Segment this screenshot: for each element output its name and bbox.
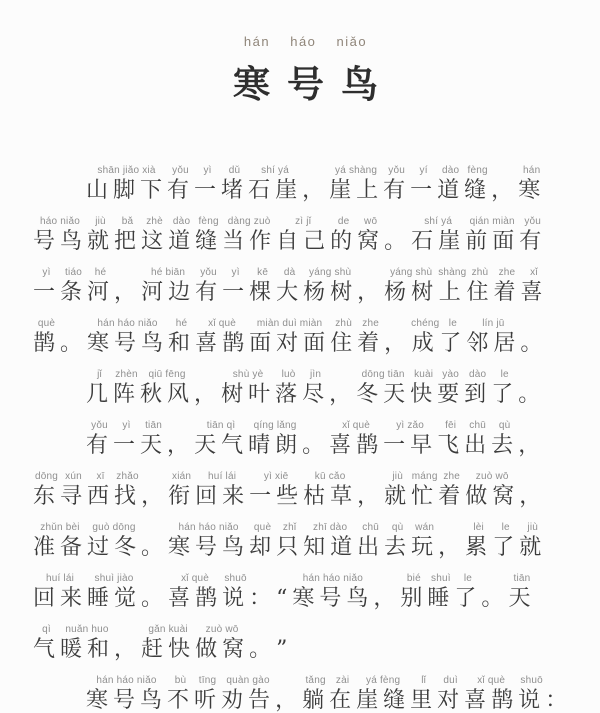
- ruby-word: 天tiān: [140, 419, 168, 458]
- ruby-word: 鹊què: [33, 317, 61, 356]
- ruby-word: 了le: [454, 572, 482, 611]
- ruby-word: 一yì: [222, 266, 250, 305]
- story-text: [33, 152, 578, 713]
- punctuation: ，: [518, 432, 546, 458]
- ruby-word: 对duì: [437, 674, 465, 713]
- punctuation: ，: [194, 381, 222, 407]
- ruby-word: 缝fèng: [195, 215, 223, 254]
- punctuation: ，: [491, 177, 519, 203]
- ruby-word: 玩wán: [411, 521, 439, 560]
- ruby-word: 前面qián miàn: [465, 215, 520, 254]
- ruby-word: 别bié: [400, 572, 428, 611]
- ruby-word: 上shàng: [438, 266, 467, 305]
- ruby-word: 却què: [249, 521, 277, 560]
- punctuation: 。: [518, 381, 546, 407]
- ruby-word: 有yǒu: [167, 164, 195, 203]
- ruby-word: 了le: [492, 521, 520, 560]
- ruby-word: 劝告quàn gào: [221, 674, 276, 713]
- ruby-word: 道dào: [437, 164, 465, 203]
- ruby-word: 东dōng: [33, 470, 61, 509]
- ruby-word: 邻居lín jū: [466, 317, 521, 356]
- ruby-word: 河hé: [87, 266, 115, 305]
- punctuation: 。: [249, 636, 277, 662]
- ruby-word: 秋风qiū fēng: [140, 368, 195, 407]
- ruby-word: 寒号鸟hán háo niǎo: [86, 674, 168, 713]
- ruby-word: 听tīng: [194, 674, 222, 713]
- ruby-word: 尽jìn: [302, 368, 330, 407]
- ruby-word: 衔xián: [168, 470, 196, 509]
- ruby-word: 说shuō: [222, 572, 250, 611]
- ruby-word: 躺tǎng: [302, 674, 330, 713]
- ruby-word: 喜鹊xǐ què: [168, 572, 223, 611]
- ruby-word: 喜xǐ: [520, 266, 548, 305]
- punctuation: ，: [114, 279, 142, 305]
- punctuation: ，: [302, 177, 330, 203]
- text-line: [33, 203, 578, 254]
- ruby-word: 把bǎ: [114, 215, 142, 254]
- punctuation: 。: [141, 534, 169, 560]
- ruby-word: 和hé: [168, 317, 196, 356]
- ruby-word: 石崖shí yá: [248, 164, 303, 203]
- punctuation: ，: [275, 687, 303, 713]
- ruby-word: 着zhe: [438, 470, 466, 509]
- ruby-word: 了le: [491, 368, 519, 407]
- ruby-word: 不bù: [167, 674, 195, 713]
- ruby-word: 着zhe: [493, 266, 521, 305]
- ruby-word: 住zhù: [330, 317, 358, 356]
- ruby-word: 忙máng: [411, 470, 439, 509]
- ruby-word: 暖和nuǎn huo: [60, 623, 115, 662]
- punctuation: ，: [329, 381, 357, 407]
- ruby-word: 晴朗qíng lǎng: [248, 419, 303, 458]
- ruby-word: 快kuài: [410, 368, 438, 407]
- ruby-word: 去qù: [384, 521, 412, 560]
- ruby-word: 在zài: [329, 674, 357, 713]
- ruby-word: 自己zì jǐ: [276, 215, 331, 254]
- ruby-word: 寒hán: [518, 164, 546, 203]
- text-line: [33, 458, 578, 509]
- ruby-word: 条tiáo: [60, 266, 88, 305]
- ruby-word: 这zhè: [141, 215, 169, 254]
- ruby-word: 当作dàng zuò: [222, 215, 277, 254]
- ruby-word: 就jiù: [519, 521, 547, 560]
- ruby-word: 寒号鸟hán háo niǎo: [87, 317, 169, 356]
- ruby-word: 赶快gǎn kuài: [141, 623, 196, 662]
- ruby-word: 出chū: [357, 521, 385, 560]
- punctuation: 。: [302, 432, 330, 458]
- ruby-word: 缝fèng: [464, 164, 492, 203]
- ruby-word: 山脚下shān jiǎo xià: [86, 164, 168, 203]
- text-line: [33, 407, 578, 458]
- ruby-word: 睡shuì: [427, 572, 455, 611]
- ruby-word: 崖上yá shàng: [329, 164, 384, 203]
- ruby-word: 做窝zuò wō: [195, 623, 250, 662]
- punctuation: 。: [60, 330, 88, 356]
- ruby-word: 一yì: [194, 164, 222, 203]
- ruby-word: 准备zhǔn bèi: [33, 521, 88, 560]
- ruby-word: 有yǒu: [195, 266, 223, 305]
- ruby-word: 累lèi: [465, 521, 493, 560]
- ruby-word: 道dào: [168, 215, 196, 254]
- ruby-word: 有yǒu: [383, 164, 411, 203]
- ruby-word: 里lǐ: [410, 674, 438, 713]
- ruby-word: 成chéng: [411, 317, 440, 356]
- text-line: [33, 509, 578, 560]
- ruby-word: 找zhǎo: [114, 470, 142, 509]
- ruby-word: 住zhù: [466, 266, 494, 305]
- ruby-word: 枯草kū cǎo: [303, 470, 358, 509]
- punctuation: ：: [545, 687, 573, 713]
- punctuation: ：: [249, 585, 277, 611]
- ruby-word: 寻xún: [60, 470, 88, 509]
- ruby-word: 的de: [330, 215, 358, 254]
- ruby-word: 窝wō: [357, 215, 385, 254]
- title-block: [33, 34, 578, 108]
- punctuation: 。: [520, 330, 548, 356]
- ruby-word: 天tiān: [508, 572, 536, 611]
- punctuation: ，: [357, 279, 385, 305]
- ruby-word: 河边hé biān: [141, 266, 196, 305]
- ruby-word: 着zhe: [357, 317, 385, 356]
- punctuation: “: [276, 585, 293, 611]
- text-line: [33, 305, 578, 356]
- ruby-word: 要yào: [437, 368, 465, 407]
- ruby-word: 一yí: [410, 164, 438, 203]
- punctuation: 。: [481, 585, 509, 611]
- ruby-word: 阵zhèn: [113, 368, 141, 407]
- ruby-word: 知道zhī dào: [303, 521, 358, 560]
- ruby-word: 飞fēi: [437, 419, 465, 458]
- ruby-word: 就jiù: [384, 470, 412, 509]
- ruby-word: 到dào: [464, 368, 492, 407]
- ruby-word: 崖缝yá fèng: [356, 674, 411, 713]
- punctuation: ，: [519, 483, 547, 509]
- ruby-word: 睡觉shuì jiào: [87, 572, 142, 611]
- ruby-word: 喜鹊xǐ què: [329, 419, 384, 458]
- ruby-word: 出chū: [464, 419, 492, 458]
- ruby-word: 冬天dōng tiān: [356, 368, 411, 407]
- ruby-word: 有yǒu: [86, 419, 114, 458]
- page-title: 寒号鸟: [233, 62, 395, 106]
- punctuation: ，: [141, 483, 169, 509]
- punctuation: ，: [438, 534, 466, 560]
- ruby-word: 杨树yáng shù: [303, 266, 358, 305]
- text-line: [33, 611, 578, 662]
- ruby-word: 有yǒu: [519, 215, 547, 254]
- ruby-word: 去qù: [491, 419, 519, 458]
- ruby-word: 几jǐ: [86, 368, 114, 407]
- punctuation: ，: [167, 432, 195, 458]
- punctuation: ，: [384, 330, 412, 356]
- ruby-word: 一yì: [33, 266, 61, 305]
- punctuation: 。: [141, 585, 169, 611]
- ruby-word: 大dà: [276, 266, 304, 305]
- ruby-word: 寒号鸟hán háo niǎo: [168, 521, 250, 560]
- ruby-word: 堵dǔ: [221, 164, 249, 203]
- ruby-word: 只zhǐ: [276, 521, 304, 560]
- ruby-word: 气qì: [33, 623, 61, 662]
- ruby-word: 树叶shù yè: [221, 368, 276, 407]
- punctuation: ，: [114, 636, 142, 662]
- punctuation: 。: [384, 228, 412, 254]
- ruby-word: 面对面miàn duì miàn: [249, 317, 331, 356]
- punctuation: ，: [357, 483, 385, 509]
- text-line: [33, 152, 578, 203]
- ruby-word: 杨树yáng shù: [384, 266, 439, 305]
- ruby-word: 说shuō: [518, 674, 546, 713]
- ruby-word: 天气tiān qì: [194, 419, 249, 458]
- ruby-word: 一yì: [113, 419, 141, 458]
- ruby-word: 就jiù: [87, 215, 115, 254]
- text-line: [33, 356, 578, 407]
- ruby-word: 一早yì zǎo: [383, 419, 438, 458]
- ruby-word: 石崖shí yá: [411, 215, 466, 254]
- ruby-word: 喜鹊xǐ què: [195, 317, 250, 356]
- ruby-word: 喜鹊xǐ què: [464, 674, 519, 713]
- ruby-word: 落luò: [275, 368, 303, 407]
- ruby-word: 了le: [439, 317, 467, 356]
- ruby-word: 西xī: [87, 470, 115, 509]
- ruby-word: 回来huí lái: [195, 470, 250, 509]
- ruby-word: 做窝zuò wō: [465, 470, 520, 509]
- ruby-word: 回来huí lái: [33, 572, 88, 611]
- ruby-word: 棵kē: [249, 266, 277, 305]
- title-pinyin: hán háo niǎo: [243, 34, 368, 49]
- text-line: [33, 560, 578, 611]
- punctuation: ”: [276, 636, 293, 662]
- ruby-word: 寒号鸟hán háo niǎo: [292, 572, 374, 611]
- text-line: [33, 254, 578, 305]
- punctuation: ，: [373, 585, 401, 611]
- ruby-word: 号鸟háo niǎo: [33, 215, 88, 254]
- ruby-word: 一些yì xiē: [249, 470, 304, 509]
- text-line: [33, 662, 578, 713]
- ruby-word: 过冬guò dōng: [87, 521, 142, 560]
